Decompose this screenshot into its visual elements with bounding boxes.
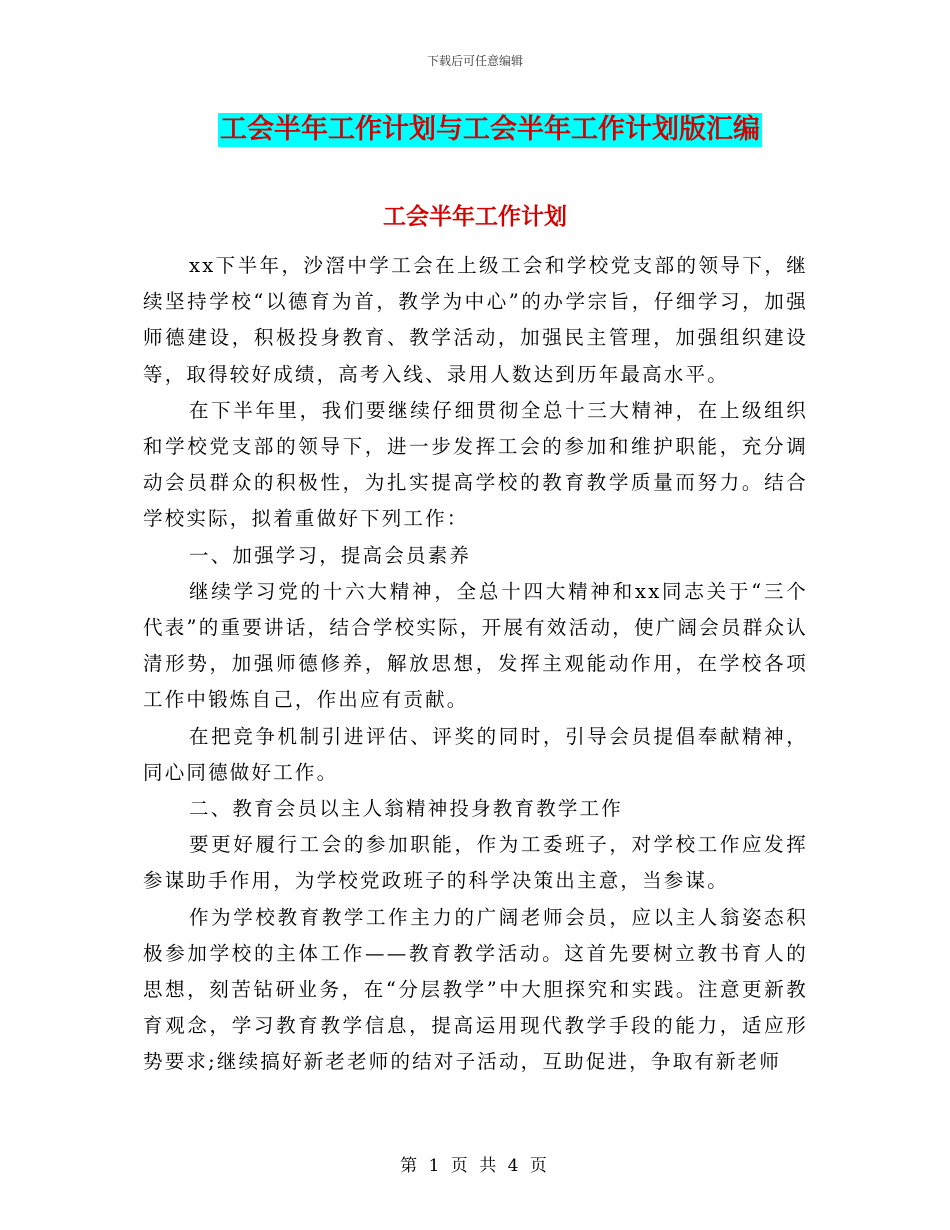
paragraph-3: 继续学习党的十六大精神，全总十四大精神和xx同志关于“三个代表”的重要讲话，结合学校实际，开展有效活动，使广阔会员群众认清形势，加强师德修养，解放思想，发挥主观能动作用，在学校各项工作中锻炼自己，作出应有贡献。 [143, 579, 808, 712]
main-title-container [0, 113, 950, 147]
paragraph-6: 作为学校教育教学工作主力的广阔老师会员，应以主人翁姿态积极参加学校的主体工作——教育教学活动。这首先要树立教书育人的思想，刻苦钻研业务，在“分层教学”中大胆探究和实践。注意更新教育观念，学习教育教学信息，提高运用现代教学手段的能力，适应形势要求;继续搞好新老老师的结对子活动，互助促进，争取有新老师 [143, 905, 808, 1074]
paragraph-1: xx下半年，沙滘中学工会在上级工会和学校党支部的领导下，继续坚持学校“以德育为首，教学为中心”的办学宗旨，仔细学习，加强师德建设，积极投身教育、教学活动，加强民主管理，加强组织建设等，取得较好成绩，高考入线、录用人数达到历年最高水平。 [143, 254, 808, 386]
paragraph-2: 在下半年里，我们要继续仔细贯彻全总十三大精神，在上级组织和学校党支部的领导下，进一步发挥工会的参加和维护职能，充分调动会员群众的积极性，为扎实提高学校的教育教学质量而努力。结合学校实际，拟着重做好下列工作： [143, 398, 808, 531]
heading-1: 一、加强学习，提高会员素养 [189, 543, 472, 567]
section-title: 工会半年工作计划 [383, 204, 567, 230]
document-body [143, 248, 808, 1081]
heading-2: 二、教育会员以主人翁精神投身教育教学工作 [189, 797, 624, 821]
paragraph-5: 要更好履行工会的参加职能，作为工委班子，对学校工作应发挥参谋助手作用，为学校党政班子的科学决策出主意，当参谋。 [143, 833, 808, 893]
document-main-title: 工会半年工作计划与工会半年工作计划版汇编 [220, 114, 760, 145]
page-header-note: 下载后可任意编辑 [426, 54, 523, 68]
page-number: 第 1 页 共 4 页 [400, 1156, 550, 1176]
paragraph-4: 在把竞争机制引进评估、评奖的同时，引导会员提倡奉献精神，同心同德做好工作。 [143, 724, 808, 784]
